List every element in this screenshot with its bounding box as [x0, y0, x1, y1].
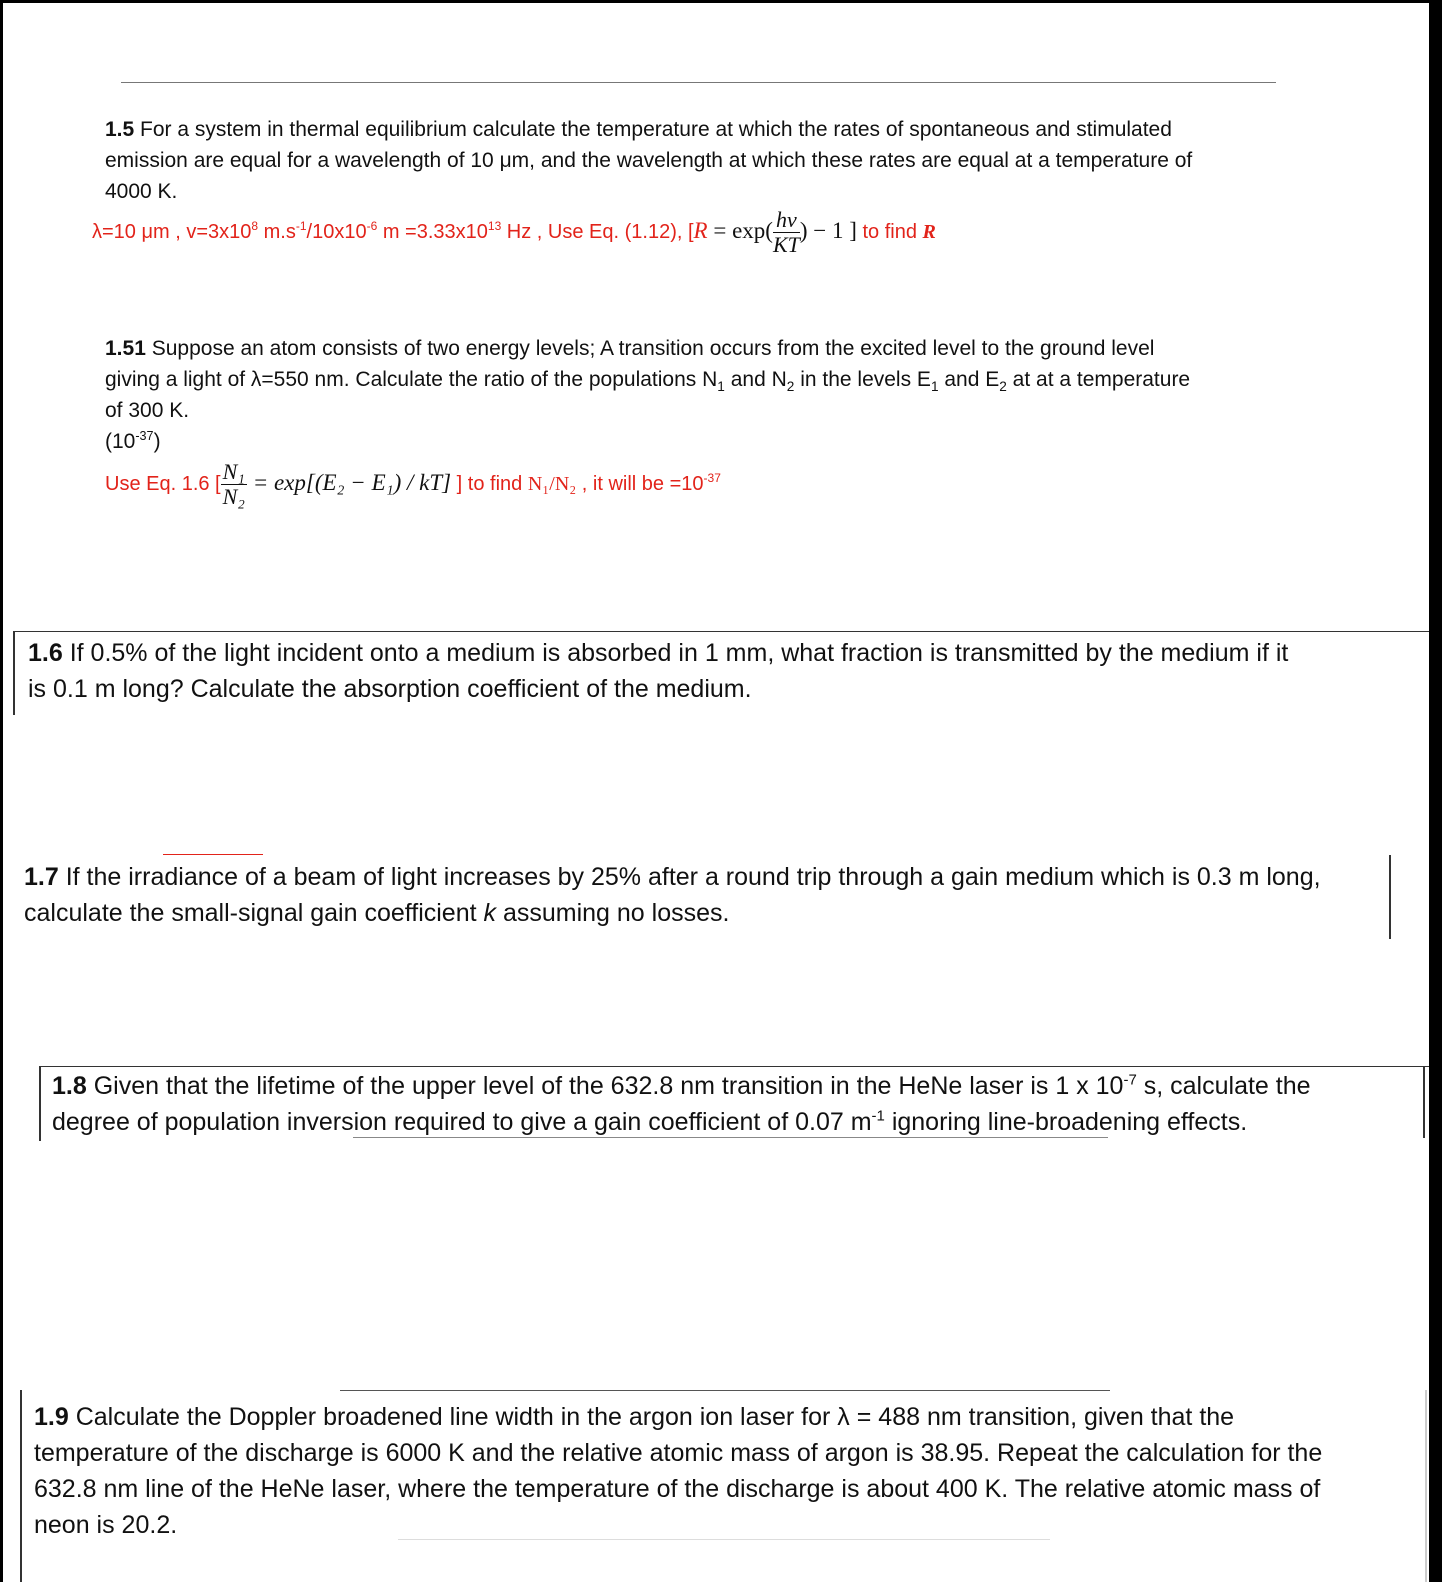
- box-1-9-left-border: [20, 1390, 22, 1582]
- problem-1-5-line2: emission are equal for a wavelength of 10 μm, and the wavelength at which these rates are equal at a temperature of: [105, 149, 1193, 172]
- problem-1-7-line2: calculate the small-signal gain coefficient k assuming no losses.: [24, 899, 730, 927]
- document-page: [3, 3, 1429, 1582]
- answer-1-51: Use Eq. 1.6 [ $\frac{\text{N₁}}{\text{N₂}}$ = exp[(E₂ − E₁) / kT] ] to find N₁/N₂ , it will be $=10^{-37}$: [105, 459, 721, 509]
- problem-1-9-line3: 632.8 nm line of the HeNe laser, where the temperature of the discharge is about 400 K. The relative atomic mass of: [34, 1475, 1321, 1503]
- problem-1-5-line1: 1.5 For a system in thermal equilibrium calculate the temperature at which the rates of spontaneous and stimulated: [105, 118, 1172, 141]
- box-1-8-underline: [353, 1137, 1108, 1138]
- problem-1-9-line2: temperature of the discharge is 6000 K and the relative atomic mass of argon is 38.95. Repeat the calculation for the: [34, 1439, 1323, 1467]
- box-1-9-upper-rule: [340, 1390, 1110, 1391]
- box-1-8-right: [1423, 1066, 1425, 1138]
- problem-1-9: [34, 1399, 1419, 1543]
- problem-1-5-line3: 4000 K.: [105, 180, 178, 203]
- problem-1-51-line2: giving a light of λ=550 nm. Calculate the ratio of the populations $N_1$ and $N_2$ in the levels $E_1$ and $E_2$ at at a temperature: [105, 368, 1191, 395]
- problem-1-6: [28, 635, 1418, 707]
- problem-1-5: [105, 114, 1365, 207]
- box-1-6-top: [13, 631, 1429, 632]
- problem-1-7-line1: 1.7 If the irradiance of a beam of light increases by 25% after a round trip through a gain medium which is 0.3 m long,: [24, 863, 1321, 891]
- problem-1-51-line3: of 300 K.: [105, 399, 190, 422]
- problem-1-8: [52, 1068, 1422, 1140]
- box-1-9-bottom-rule: [398, 1539, 1050, 1540]
- problem-1-51-hint: $(10^{-37})$: [105, 429, 161, 453]
- problem-1-9-line1: 1.9 Calculate the Doppler broadened line width in the argon ion laser for λ = 488 nm transition, given that the: [34, 1403, 1235, 1431]
- box-1-6-left: [13, 631, 15, 715]
- problem-1-8-line2: degree of population inversion required to give a gain coefficient of 0.07 $m^{-1}$ ignoring line-broadening effects.: [52, 1107, 1248, 1136]
- problem-1-51-line1: 1.51 Suppose an atom consists of two energy levels; A transition occurs from the excited level to the ground level: [105, 337, 1155, 360]
- top-rule: [121, 82, 1276, 83]
- problem-1-6-line2: is 0.1 m long? Calculate the absorption coefficient of the medium.: [28, 675, 752, 703]
- problem-1-9-line4: neon is 20.2.: [34, 1511, 178, 1539]
- box-1-9-right-border: [1425, 1390, 1427, 1582]
- problem-1-51: [105, 333, 1365, 457]
- box-1-7-right: [1389, 855, 1391, 939]
- problem-1-7: [24, 859, 1389, 931]
- problem-1-6-line1: 1.6 If 0.5% of the light incident onto a medium is absorbed in 1 mm, what fraction is transmitted by the medium if it: [28, 639, 1289, 667]
- box-1-8-left: [39, 1066, 41, 1141]
- box-1-8-top: [39, 1066, 1429, 1067]
- problem-1-8-line1: 1.8 Given that the lifetime of the upper level of the 632.8 nm transition in the HeNe laser is 1 x $10^{-7}$ s, calculate the: [52, 1071, 1311, 1100]
- answer-1-5: λ=10 μm , $v=3x10^8$ $m.s^{-1}/10x10^{-6}$ $m =3.33x10^{13}$ Hz , Use Eq. (1.12), [R = exp( $\frac{h\nu}{KT}$ ) − 1 ] to find R: [92, 207, 936, 257]
- red-mark: [163, 854, 263, 855]
